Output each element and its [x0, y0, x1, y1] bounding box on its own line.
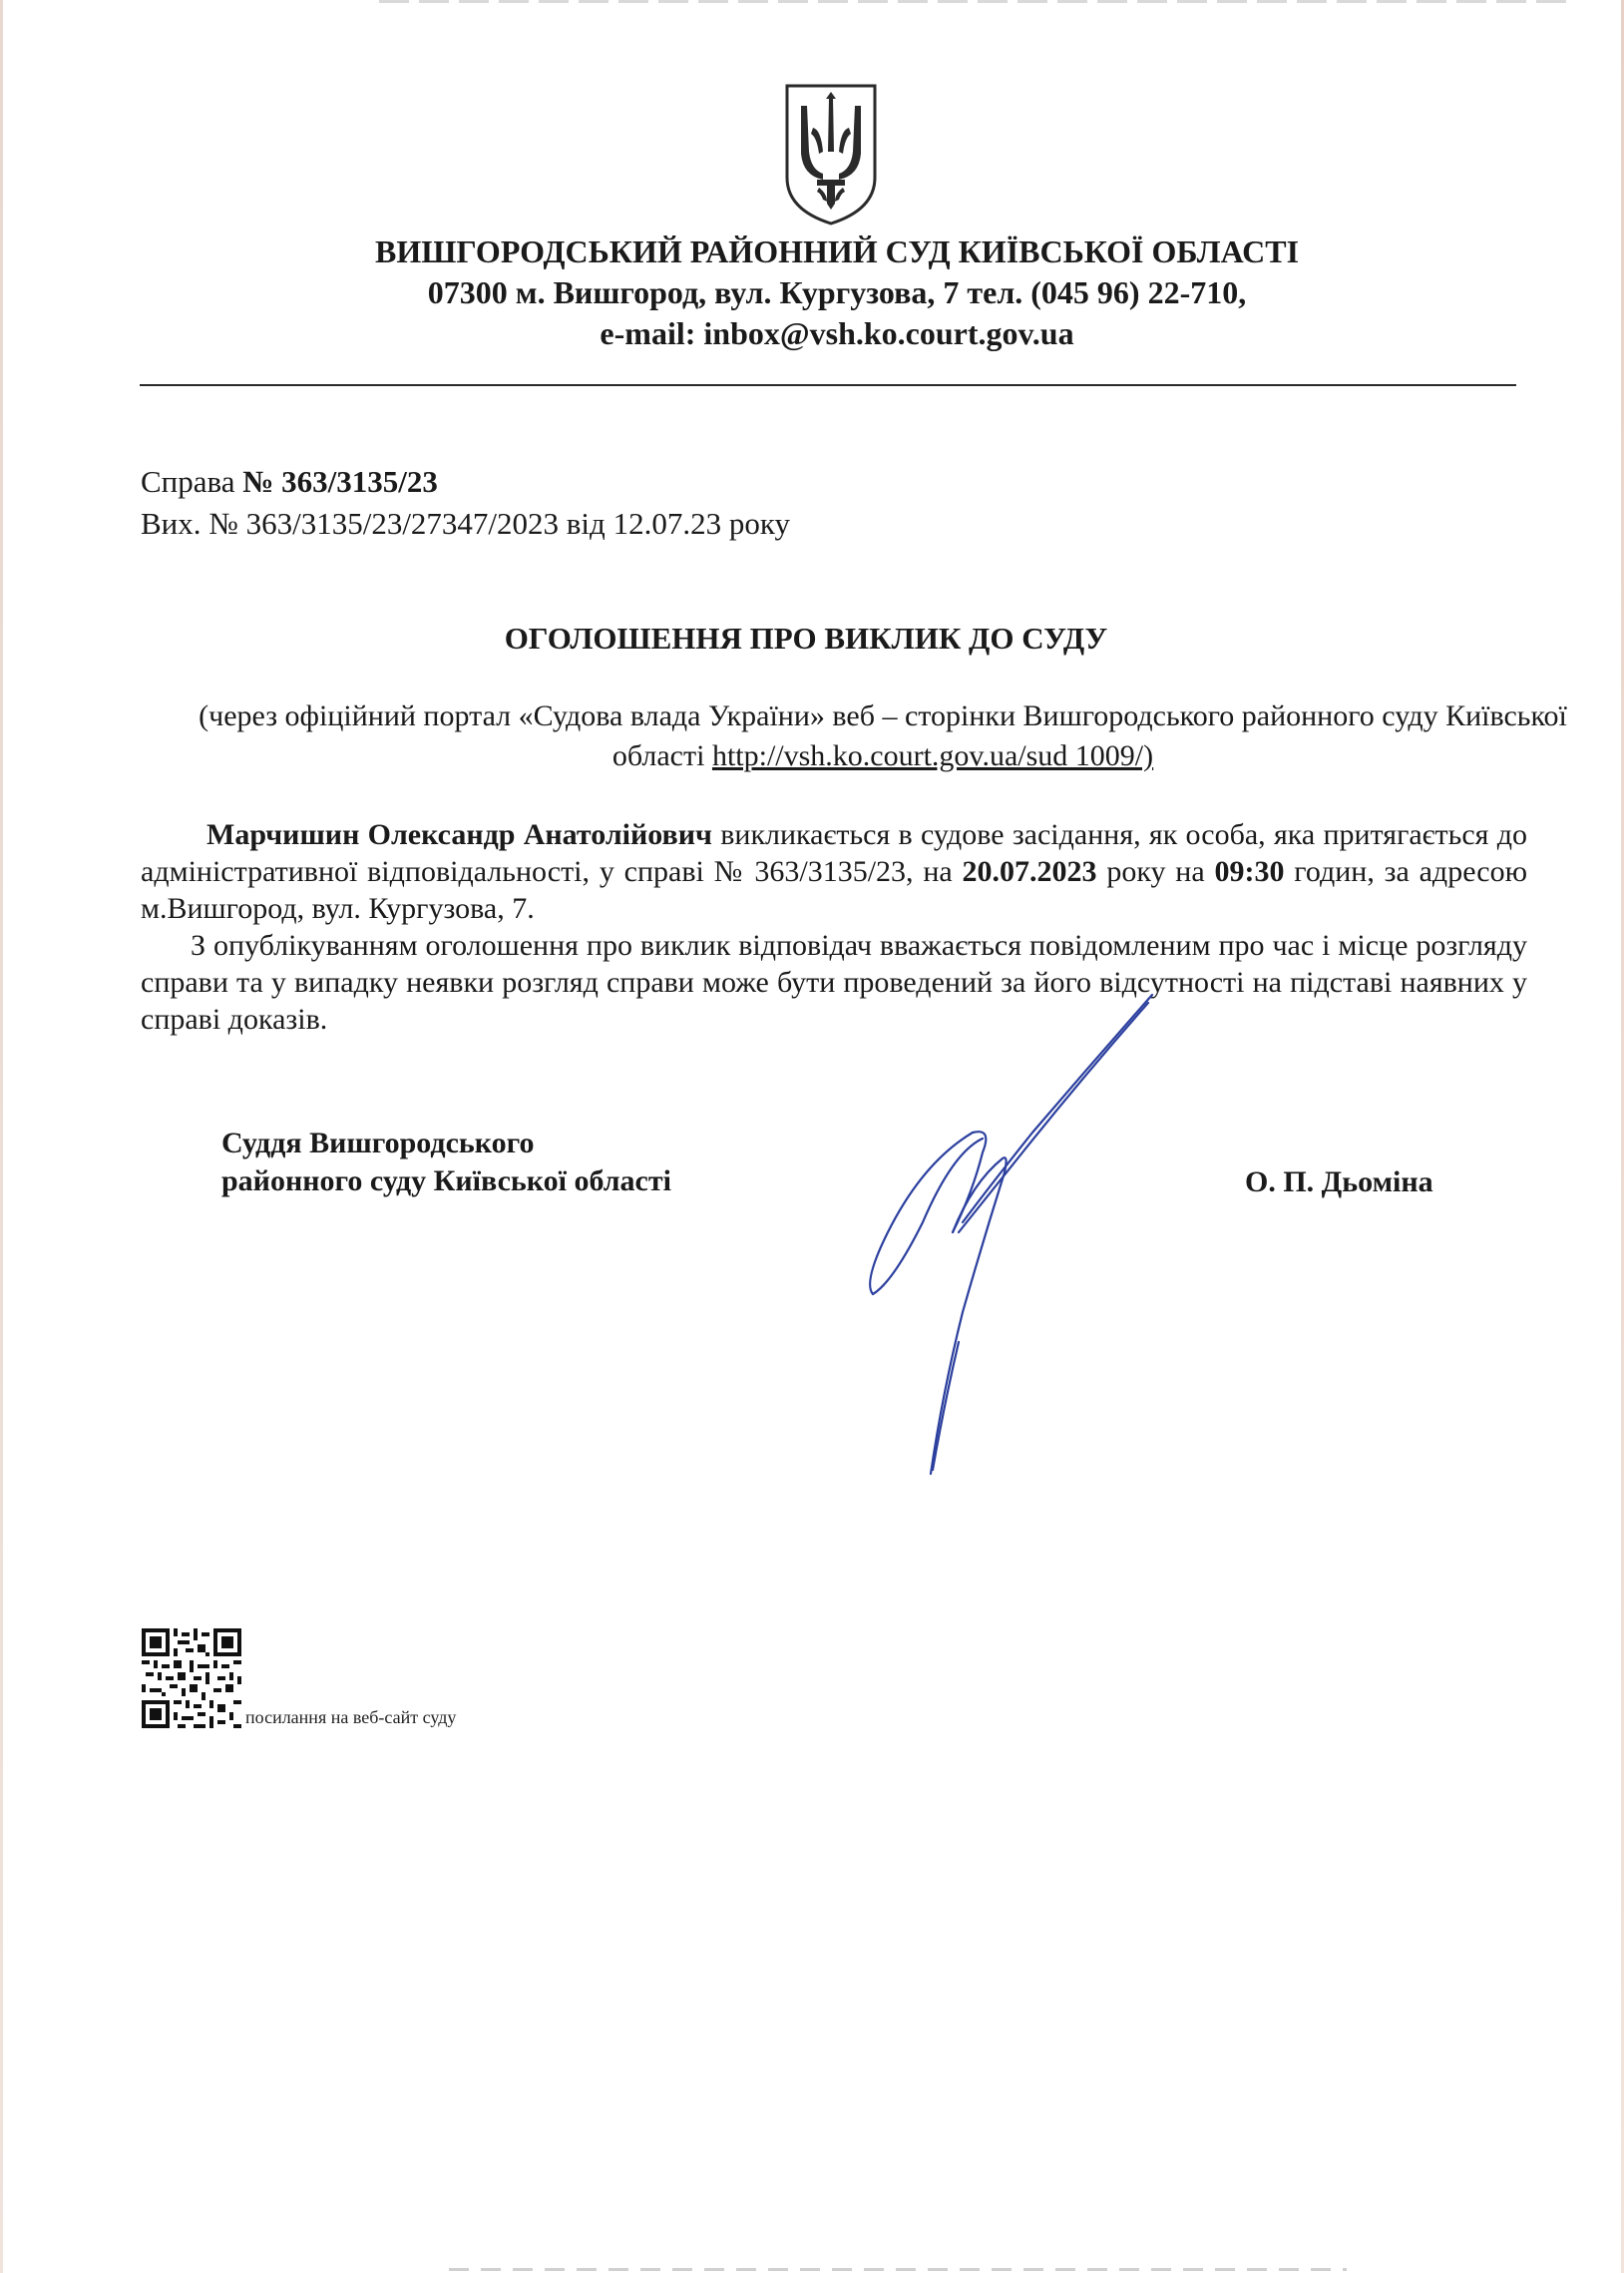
header-divider [140, 384, 1516, 386]
outgoing-number: Вих. № 363/3135/23/27347/2023 від 12.07.23 року [141, 506, 790, 541]
summoned-person-name: Марчишин Олександр Анатолійович [206, 818, 712, 851]
case-number: № 363/3135/23 [242, 464, 438, 499]
qr-caption: посилання на веб-сайт суду [245, 1707, 457, 1727]
handwritten-signature [833, 983, 1162, 1482]
scan-edge-top [379, 0, 1576, 3]
judge-name: О. П. Дьоміна [1245, 1165, 1433, 1198]
trident-coat-of-arms-icon [783, 82, 879, 227]
court-header [0, 231, 1624, 354]
scan-edge-bottom [449, 2268, 1347, 2271]
document-title: ОГОЛОШЕННЯ ПРО ВИКЛИК ДО СУДУ [504, 621, 1108, 656]
hearing-time: 09:30 [1214, 855, 1285, 888]
hearing-date: 20.07.2023 [962, 855, 1097, 888]
portal-note-text: (через офіційний портал «Судова влада України» веб – сторінки Вишгородського районного суду Київської області [199, 699, 1567, 772]
summons-paragraph: Марчишин Олександр Анатолійович викликається в судове засідання, як особа, яка притягається до адміністративної відповідальності, у справі № 363/3135/23, на 20.07.2023 року на 09:30 годин, за адресою м.Вишгород, вул. Кургузова, 7. [141, 818, 1527, 925]
qr-code-icon [142, 1628, 241, 1728]
court-email: e-mail: inbox@vsh.ko.court.gov.ua [600, 315, 1074, 351]
notice-paragraph: З опублікуванням оголошення про виклик відповідач вважається повідомленим про час і місце розгляду справи та у випадку неявки розгляд справи може бути проведений за його відсутності на підставі наявних у справі доказів. [141, 929, 1527, 1036]
case-reference [141, 461, 790, 545]
court-address: 07300 м. Вишгород, вул. Кургузова, 7 тел. (045 96) 22-710, [427, 274, 1247, 310]
judge-title: Суддя Вишгородського районного суду Київської області [221, 1127, 671, 1197]
court-website-link[interactable]: http://vsh.ko.court.gov.ua/sud 1009/) [711, 739, 1154, 772]
court-name: ВИШГОРОДСЬКИЙ РАЙОННИЙ СУД КИЇВСЬКОЇ ОБЛАСТІ [374, 233, 1300, 269]
portal-note [180, 696, 1586, 776]
case-label: Справа [141, 464, 243, 499]
